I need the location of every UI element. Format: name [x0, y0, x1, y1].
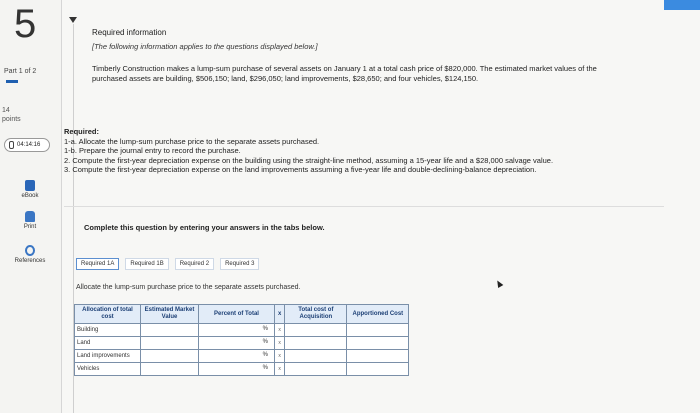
tab-required-2[interactable]: Required 2 [175, 258, 214, 270]
col-percent: Percent of Total [199, 305, 275, 324]
book-icon [25, 180, 35, 191]
requirement-1a: 1-a. Allocate the lump-sum purchase price to the separate assets purchased. [64, 136, 320, 146]
table-header-row [75, 305, 409, 324]
tab-required-3[interactable]: Required 3 [220, 258, 259, 270]
percent-input[interactable] [199, 363, 275, 376]
tab-instruction: Allocate the lump-sum purchase price to the separate assets purchased. [76, 284, 301, 291]
market-value-input[interactable] [141, 363, 199, 376]
percent-input[interactable] [199, 324, 275, 337]
points-info [2, 106, 21, 124]
row-label: Land improvements [75, 350, 141, 363]
col-allocation: Allocation of total cost [75, 305, 141, 324]
row-label: Building [75, 324, 141, 337]
row-label: Land [75, 337, 141, 350]
market-value-input[interactable] [141, 337, 199, 350]
acquisition-input[interactable] [285, 337, 347, 350]
info-note: [The following information applies to the questions displayed below.] [92, 42, 318, 51]
ebook-label: eBook [21, 193, 39, 199]
answer-panel [70, 250, 630, 410]
percent-symbol: % [262, 326, 268, 332]
row-marker: x [275, 363, 285, 376]
col-marker: x [275, 305, 285, 324]
tab-required-1a[interactable]: Required 1A [76, 258, 119, 270]
printer-icon [25, 211, 35, 222]
points-label: points [2, 116, 21, 123]
market-value-input[interactable] [141, 324, 199, 337]
row-marker: x [275, 324, 285, 337]
references-button[interactable] [6, 245, 54, 264]
requirement-2: 2. Compute the first-year depreciation expense on the building using the straight-line method, assuming a 15-year life and a $28,000 salvage value. [64, 155, 554, 165]
timer-value: 04:14:16 [17, 142, 41, 148]
hourglass-icon [9, 141, 14, 149]
apportioned-input[interactable] [347, 350, 409, 363]
market-value-input[interactable] [141, 350, 199, 363]
ebook-button[interactable] [6, 180, 54, 199]
percent-symbol: % [262, 352, 268, 358]
percent-symbol: % [262, 339, 268, 345]
requirement-tabs [76, 258, 259, 270]
percent-input[interactable] [199, 337, 275, 350]
requirements-list [64, 127, 624, 175]
table-row [75, 363, 409, 376]
part-progress-bar [6, 80, 18, 83]
row-label: Vehicles [75, 363, 141, 376]
table-row [75, 350, 409, 363]
col-acquisition: Total cost of Acquisition [285, 305, 347, 324]
complete-instruction: Complete this question by entering your answers in the tabs below. [84, 223, 325, 232]
points-value: 14 [2, 107, 10, 114]
acquisition-input[interactable] [285, 363, 347, 376]
percent-input[interactable] [199, 350, 275, 363]
references-label: References [14, 258, 46, 264]
section-divider [64, 206, 664, 207]
requirement-1b: 1-b. Prepare the journal entry to record the purchase. [64, 146, 241, 155]
col-market-value: Estimated Market Value [141, 305, 199, 324]
question-rail [0, 0, 62, 413]
references-icon [25, 245, 35, 256]
row-marker: x [275, 350, 285, 363]
question-number: 5 [14, 2, 37, 46]
percent-symbol: % [262, 365, 268, 371]
flag-icon[interactable] [69, 17, 77, 23]
print-label: Print [23, 224, 37, 230]
apportioned-input[interactable] [347, 337, 409, 350]
top-right-button[interactable] [664, 0, 700, 10]
problem-intro: Timberly Construction makes a lump-sum purchase of several assets on January 1 at a total cash price of $820,000. The estimated market values of the purchased assets are building, $506,150; land, $296,050; land improvements, $28,650; and four vehicles, $124,150. [92, 64, 597, 83]
allocation-table [74, 304, 409, 376]
mouse-cursor-icon [495, 279, 504, 288]
apportioned-input[interactable] [347, 324, 409, 337]
row-marker: x [275, 337, 285, 350]
timer[interactable] [4, 138, 50, 152]
required-info-heading: Required information [92, 28, 167, 37]
acquisition-input[interactable] [285, 324, 347, 337]
question-content [64, 0, 700, 413]
requirement-3: 3. Compute the first-year depreciation expense on the land improvements assuming a five-year life and double-declining-balance depreciation. [64, 165, 537, 174]
acquisition-input[interactable] [285, 350, 347, 363]
apportioned-input[interactable] [347, 363, 409, 376]
print-button[interactable] [6, 211, 54, 230]
table-row [75, 324, 409, 337]
col-apportioned: Apportioned Cost [347, 305, 409, 324]
table-row [75, 337, 409, 350]
required-heading: Required: [64, 127, 100, 136]
tab-required-1b[interactable]: Required 1B [125, 258, 168, 270]
part-indicator: Part 1 of 2 [4, 68, 37, 75]
